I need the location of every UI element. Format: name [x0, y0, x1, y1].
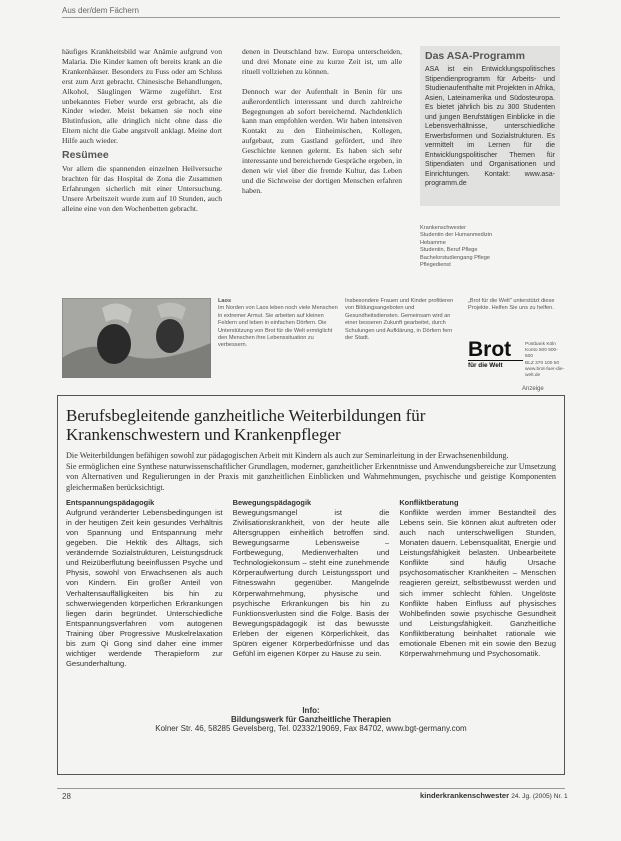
issue-info: 24. Jg. (2005) Nr. 1: [511, 793, 568, 800]
column-heading: Konfliktberatung: [399, 497, 459, 507]
column-body: Bewegungsmangel ist die Zivilisationskrankheit, von der heute alle Altersgruppen einheitlich betroffen sind. Bewegungsarme Lebensweise – Fortbewegung, Medienverhalten und Technologiekonsum – steht eine zunehmende Körperaufwertung durch Leistungssport und Fitnesswahn gegenüber. Mangelnde Körperwahrnehmung, physische und psychische Erkrankungen bis hin zu Funktionsverlusten sind die Folge. Basis der Bewegungspädagogik ist das bewusste Erleben der eigenen Körperlichkeit, das Spüren eigener Körperbedürfnisse und das Gefühl im eigenen Körper zu Hause zu sein.: [232, 507, 390, 659]
ad-title: Berufsbegleitende ganzheitliche Weiterbildungen für Krankenschwestern und Krankenpfleger: [66, 406, 426, 444]
column-body: Aufgrund veränderter Lebensbedingungen ist in der heutigen Zeit kein gesundes Verhältnis von Spannung und Entspannung mehr gegeben. Die Hektik des Alltags, sich verändernde Sozialstrukturen, Leistungsdruck und Reizüberflutung beeinflussen Psyche und Physis, sowohl von Erwachsenen als auch von Kindern. Ein großer Anteil von Verhaltensauffälligkeiten bis hin zu schwerwiegenden körperlichen Erkrankungen liegen darin begründet. Unterschiedliche Entspannungsverfahren vom autogenen Training über Progressive Muskelrelaxation bis zum Qi Gong sind daher eine immer wichtiger werdende Therapieform zur Gesunderhaltung.: [66, 507, 223, 669]
ad-intro-2: Sie ermöglichen eine Synthese naturwissenschaftlicher Grundlagen, moderner, ganzheitlicher Erkenntnisse und Anwendungsbereiche zur Umsetzung von Alternativen und Regulierungen in der Praxis mit ganzheitlichen Einblicken und Wahrnehmungen, psychische und geistige Komponenten gleichermaßen berücksichtigt.: [66, 462, 556, 492]
column-body: Konflikte werden immer Bestandteil des Lebens sein. Sie können akut auftreten oder auch nach unterschwelligen Stunden, Monaten dauern. Lebensqualität, Energie und Leistungsfähigkeit belasten. Unbearbeitete Konflikte sind häufig Ursache psychosomatischer Krankheiten – Menschen reagieren gereizt, selbstbewusst werden und sich immer schlecht fühlen. Ungelöste Konflikte haben Einfluss auf physisches Wohlbefinden sowie psychische Gesundheit und Leistungsfähigkeit. Ganzheitliche Konfliktberatung beinhaltet rationale wie emotionale Ebenen mit ein sowie den Bezug Körperwahrnehmung und Psychosomatik.: [399, 507, 557, 659]
donation-line: Postbank Köln: [525, 342, 556, 347]
brot-logo-sub: für die Welt: [468, 360, 523, 369]
author-line: Bachelorstudiengang Pflege: [420, 254, 490, 261]
brot-ad-photo: [62, 298, 211, 378]
magazine-name: kinderkrankenschwester: [420, 791, 510, 800]
article-paragraph: Dennoch war der Aufenthalt in Benin für uns außerordentlich interessant und durch zahlreiche Begegnungen ab sofort bereichernd. Nachdenklich kann man empfohlen werden. Wir haben intensiven Kontakt zu den Einheimischen, Kollegen, aufgebaut, zum Gastland gefördert, und ihre Geschichte kennen gelernt. Es haben sich sehr interessante und bereichernde Gespräche ergeben, in denen wir viel über die fremde Kultur, das Leben und die Sichtweise der dortigen Menschen erfahren haben.: [242, 86, 402, 195]
asa-body: ASA ist ein Entwicklungspolitisches Stipendienprogramm für Arbeits- und Studienaufenthalte mit Projekten in Afrika, Asien, Lateinamerika und Südosteuropa. Es bietet jährlich bis zu 300 Studenten und jungen Berufstätigen Einblicke in die Lebensverhältnisse, unterschiedliche Erwerbsformen und Sozialstrukturen. Es vermittelt im Lernen für die Entwicklungspolitischer Themen für Stipendiaten und Organisationen und Einrichtungen. Kontakt: www.asa-programm.de: [425, 66, 555, 187]
brot-ad-text-1: [218, 298, 340, 369]
ad-columns: [66, 498, 556, 698]
brot-donation-info: [525, 342, 565, 379]
magazine-footer: [420, 791, 568, 800]
author-line: Krankenschwester: [420, 225, 467, 231]
article-column-1: [62, 47, 222, 214]
brot-logo-word: Brot: [468, 338, 512, 361]
photo-illustration: [62, 298, 211, 378]
info-label: Info:: [302, 705, 320, 715]
info-organization: Bildungswerk für Ganzheitliche Therapien: [230, 714, 392, 724]
donation-line: Konto 500 500-500: [525, 348, 558, 360]
author-line: Studentin, Beruf Pflege: [420, 247, 478, 254]
brot-ad-paragraph: Im Norden von Laos leben noch viele Menschen in extremer Armut. Sie arbeiten auf kleinen Feldern und leben in einfachen Dörfern. Die Unterstützung von Brot für die Welt ermöglicht den Menschen ihre Lebenssituation zu verbessern.: [218, 305, 338, 349]
ad-column-entspannung: [66, 498, 223, 698]
footer-rule: [57, 788, 565, 789]
advertisement-label: Anzeige: [522, 386, 544, 392]
ad-column-konflikt: [399, 498, 556, 698]
author-line: Studentin der Humanmedizin: [420, 232, 493, 239]
asa-info-box: [420, 46, 560, 206]
page-number: 28: [62, 792, 71, 801]
training-ad-box: [57, 395, 565, 775]
brot-ad-label: Laos: [218, 298, 232, 304]
ad-intro-1: Die Weiterbildungen befähigen sowohl zur pädagogischen Arbeit mit Kindern als auch zur Seminarleitung in der Erwachsenenbildung.: [66, 451, 509, 460]
donation-line: www.brot-fuer-die-welt.de: [525, 366, 565, 379]
ad-info-footer: [66, 706, 556, 733]
brot-logo: [468, 340, 523, 369]
author-line: Pflegedienst: [420, 262, 451, 269]
article-column-2: [242, 47, 402, 196]
header-rule: [62, 17, 560, 18]
column-heading: Bewegungspädagogik: [232, 497, 312, 507]
brot-ad-text-2: Insbesondere Frauen und Kinder profitieren von Bildungsangeboten und Gesundheitsdiensten. Gemeinsam wird an einer besseren Zukunft gearbeitet, durch Schulungen und Aufklärung, in Dörfern fern der Stadt.: [345, 298, 454, 342]
article-paragraph: denen in Deutschland bzw. Europa unterscheiden, und drei Monate eine zu kurze Zeit ist, um alle rituell vollziehen zu können.: [242, 47, 402, 76]
section-header: Aus der/dem Fächern: [62, 6, 139, 15]
section-heading-resuemee: Resümee: [62, 149, 109, 162]
brot-ad-text-3: „Brot für die Welt" unterstützt diese Projekte. Helfen Sie uns zu helfen.: [468, 298, 555, 312]
author-credits: [420, 225, 500, 269]
article-paragraph: häufiges Krankheitsbild war Anämie aufgrund von Malaria. Die Kinder kamen oft bereits krank an die Krankenhäuser. Besonders zu Fuss oder am Schluss erst zum Arzt gebracht. Chinesische Behandlungen, Alkohol, Säuglingen Wärme zugeführt. Erst unbekanntes Fieber wurde erst gebracht, als die Kinder wieder. Meist bekamen sie noch eine Blutinfusion, alle dringlich nicht ohne dass die Eltern nicht die Gabe angstvoll anklagt. Meine dort Hilfe auch wieder.: [62, 47, 222, 146]
donation-line: BLZ 370 100 50: [525, 360, 560, 366]
column-heading: Entspannungspädagogik: [66, 497, 155, 507]
info-address: Kolner Str. 46, 58285 Gevelsberg, Tel. 02332/19069, Fax 84702, www.bgt-germany.com: [155, 723, 467, 733]
ad-column-bewegung: [233, 498, 390, 698]
article-paragraph: Vor allem die spannenden einzelnen Heilversuche brachten für das Hospital de Zona die Zusammen Erfahrungen sicherlich mit einer Untersuchung. Unsere Arbeitszeit wurde zum auf 10 Stunden, auch alleine eine von den Wochenbetten gebracht.: [62, 163, 222, 213]
asa-title: Das ASA-Programm: [425, 50, 525, 62]
author-line: Hebamme: [420, 239, 446, 246]
